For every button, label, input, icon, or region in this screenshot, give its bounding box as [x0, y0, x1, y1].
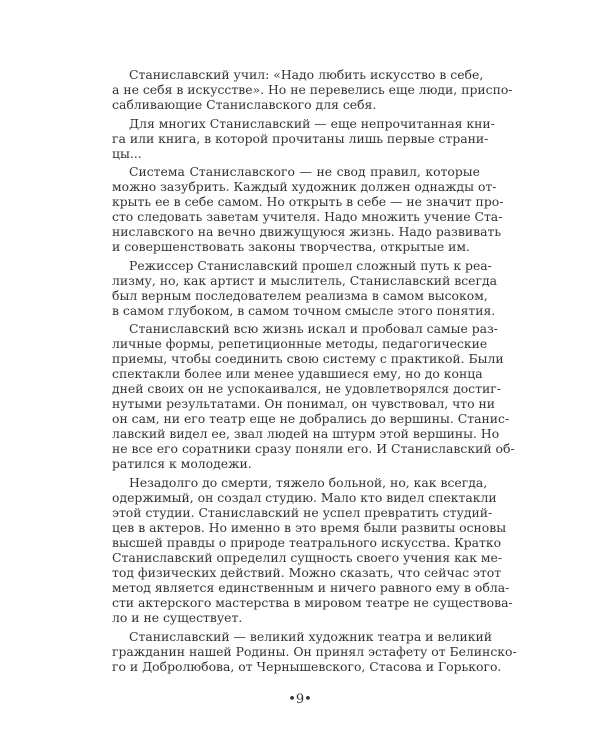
text-line: дней своих он не успокаивался, не удовлетворялся достиг-	[112, 381, 501, 397]
text-line: сто следовать заветам учителя. Надо множить учение Ста-	[112, 209, 503, 225]
paragraph	[112, 67, 513, 112]
text-line: ло и не существует.	[112, 609, 243, 625]
text-line: го и Добролюбова, от Чернышевского, Стасова и Горького.	[112, 658, 502, 674]
text-line: Незадолго до смерти, тяжело больной, но, как всегда,	[129, 474, 488, 490]
text-line: и совершенствовать законы творчества, открытые им.	[112, 239, 470, 255]
paragraph	[112, 164, 504, 255]
paragraph	[112, 115, 495, 161]
text-line: Станиславский — великий художник театра и великий	[129, 628, 493, 644]
text-line: ниславского на вечно движущуюся жизнь. Надо развивать	[112, 224, 502, 240]
text-line: нутыми результатами. Он понимал, он чувствовал, что ни	[112, 396, 496, 412]
text-line: в самом глубоком, в самом точном смысле этого понятия.	[112, 302, 496, 318]
page-number: •9•	[288, 692, 312, 707]
text-line: сти актерского мастерства в мировом театре не существова-	[112, 594, 513, 610]
text-line: гражданин нашей Родины. Он принял эстафету от Белинско-	[112, 643, 517, 659]
text-line: одержимый, он создал студию. Мало кто видел спектакли	[112, 489, 497, 505]
text-line: приемы, чтобы соединить свою систему с практикой. Были	[112, 351, 504, 367]
text-line: цы...	[112, 145, 142, 161]
text-line: Станиславский определил сущность своего учения как ме-	[112, 549, 503, 565]
text-line: можно зазубрить. Каждый художник должен однажды от-	[112, 179, 497, 195]
text-line: Станиславский учил: «Надо любить искусство в себе,	[129, 67, 484, 82]
text-line: Режиссер Станиславский прошел сложный путь к реа-	[129, 257, 492, 273]
text-line: Система Станиславского — не свод правил, которые	[129, 164, 480, 180]
text-line: был верным последователем реализма в самом высоком,	[112, 287, 488, 303]
paragraph	[112, 628, 517, 674]
text-line: ратился к молодежи.	[112, 456, 252, 472]
text-line: га или книга, в которой прочитаны лишь первые страни-	[112, 130, 489, 146]
paragraph	[112, 474, 513, 625]
text-line: Станиславский всю жизнь искал и пробовал самые раз-	[129, 321, 498, 337]
text-line: он сам, ни его театр еще не добрались до вершины. Станис-	[112, 411, 510, 427]
text-line: спектакли более или менее удавшиеся ему, но до конца	[112, 366, 483, 382]
text-line: лавский видел ее, звал людей на штурм этой вершины. Но	[112, 426, 500, 442]
text-line: Для многих Станиславский — еще непрочитанная кни-	[129, 115, 495, 131]
text-line: а не себя в искусстве». Но не перевелись еще люди, приспо-	[112, 82, 513, 97]
paragraph	[112, 257, 498, 318]
page-body	[112, 67, 517, 677]
text-line: этой студии. Станиславский не успел превратить студий-	[112, 504, 493, 520]
text-line: личные формы, репетиционные методы, педагогические	[112, 336, 488, 352]
text-line: метод является единственным и ничего равного ему в обла-	[112, 579, 510, 595]
text-line: сабливающие Станиславского для себя.	[112, 97, 377, 112]
paragraph	[112, 321, 515, 472]
text-line: цев в актеров. Но именно в это время были развиты основы	[112, 519, 507, 535]
text-line: тод физических действий. Можно сказать, что сейчас этот	[112, 564, 502, 580]
text-line: крыть ее в себе самом. Но открыть в себе — не значит про-	[112, 194, 504, 210]
text-line: не все его соратники сразу поняли его. И Станиславский об-	[112, 441, 515, 457]
text-line: высшей правды о природе театрального искусства. Кратко	[112, 534, 502, 550]
text-line: лизму, но, как артист и мыслитель, Станиславский всегда	[112, 272, 498, 288]
